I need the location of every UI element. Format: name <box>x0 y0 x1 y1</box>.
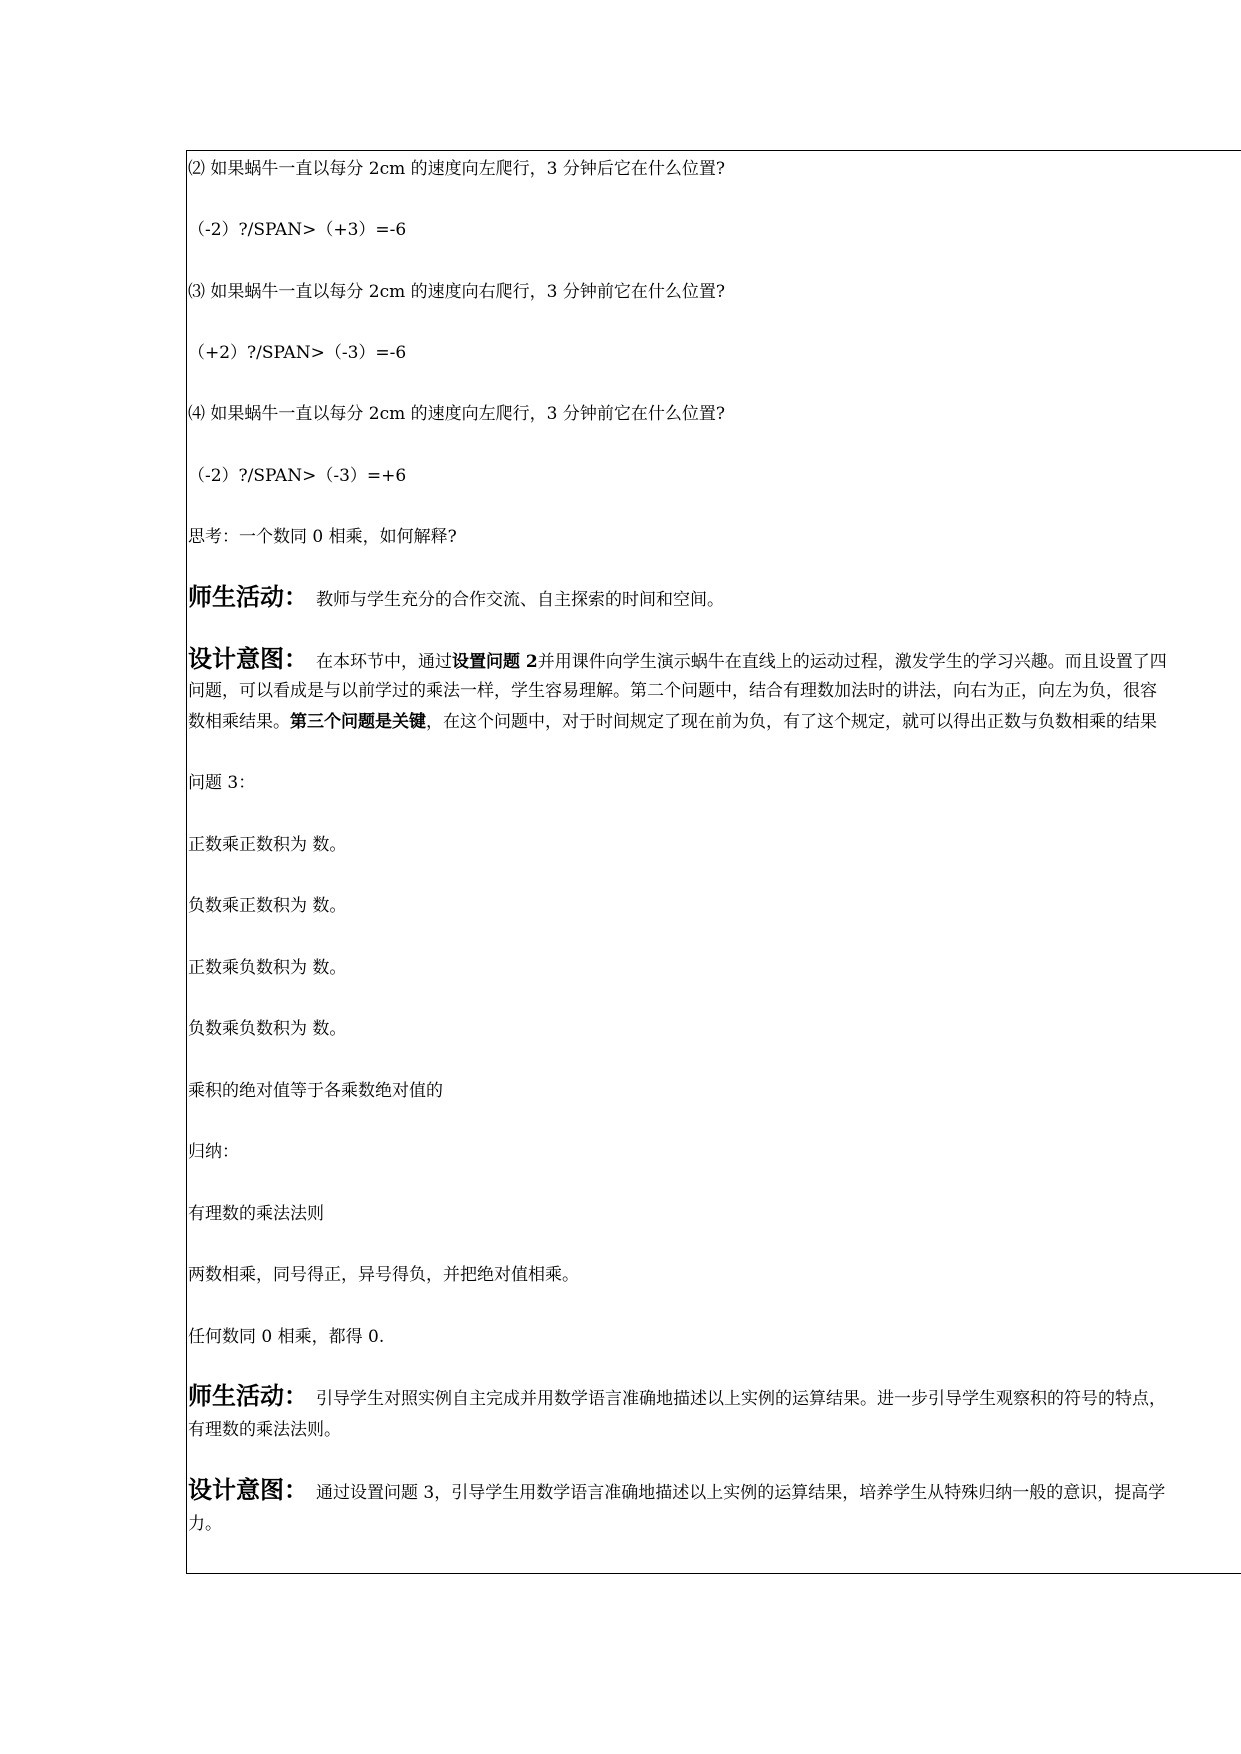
equation-4: （-2）?/SPAN>（-3）=+6 <box>188 466 407 486</box>
rule-1: 两数相乘，同号得正，异号得负，并把绝对值相乘。 <box>188 1265 579 1285</box>
design-2-line-2: 力。 <box>188 1514 222 1534</box>
design-1-line-3 <box>188 711 1157 733</box>
design-1-text-c: 并用课件向学生演示蜗牛在直线上的运动过程，激发学生的学习兴趣。而且设置了四 <box>537 652 1167 672</box>
equation-3: （+2）?/SPAN>（-3）=-6 <box>188 343 407 363</box>
rule-title: 有理数的乘法法则 <box>188 1204 324 1224</box>
activity-1-heading: 师生活动： <box>188 583 308 611</box>
rule-blank-1: 正数乘正数积为 数。 <box>188 835 347 855</box>
activity-1-text: 教师与学生充分的合作交流、自主探索的时间和空间。 <box>316 590 724 610</box>
question-3: ⑶ 如果蜗牛一直以每分 2cm 的速度向右爬行，3 分钟前它在什么位置? <box>188 282 726 302</box>
abs-value-rule: 乘积的绝对值等于各乘数绝对值的 <box>188 1081 443 1101</box>
design-1-heading: 设计意图： <box>188 645 308 673</box>
question-4: ⑷ 如果蜗牛一直以每分 2cm 的速度向左爬行，3 分钟前它在什么位置? <box>188 404 726 424</box>
design-1-line-2: 问题，可以看成是与以前学过的乘法一样，学生容易理解。第二个问题中，结合有理数加法时的讲法，向右为正，向左为负，很容 <box>188 681 1157 701</box>
question-2: ⑵ 如果蜗牛一直以每分 2cm 的速度向左爬行，3 分钟后它在什么位置? <box>188 159 726 179</box>
equation-2: （-2）?/SPAN>（+3）=-6 <box>188 220 407 240</box>
design-1-line-1 <box>188 645 1167 673</box>
think-question: 思考：一个数同 0 相乘，如何解释? <box>188 527 457 547</box>
design-1-line-3-emph: 第三个问题是关键 <box>290 712 426 732</box>
activity-2-heading: 师生活动： <box>188 1382 308 1410</box>
rule-blank-3: 正数乘负数积为 数。 <box>188 958 347 978</box>
activity-2-line-2: 有理数的乘法法则。 <box>188 1420 341 1440</box>
activity-2-text: 引导学生对照实例自主完成并用数学语言准确地描述以上实例的运算结果。进一步引导学生观察积的符号的特点， <box>316 1389 1166 1409</box>
activity-1 <box>188 583 724 611</box>
rule-2: 任何数同 0 相乘，都得 0. <box>188 1327 385 1347</box>
design-2 <box>188 1476 1166 1504</box>
design-2-heading: 设计意图： <box>188 1476 308 1504</box>
design-1-emph: 设置问题 2 <box>452 652 538 672</box>
design-1-text-a: 在本环节中，通过 <box>316 652 452 672</box>
question-3-title: 问题 3： <box>188 773 256 793</box>
activity-2 <box>188 1382 1166 1410</box>
design-2-text: 通过设置问题 3，引导学生用数学语言准确地描述以上实例的运算结果，培养学生从特殊归纳一般的意识，提高学 <box>316 1483 1166 1503</box>
design-1-line-3-a: 数相乘结果。 <box>188 712 290 732</box>
design-1-line-3-c: ，在这个问题中，对于时间规定了现在前为负，有了这个规定，就可以得出正数与负数相乘的结果 <box>426 712 1157 732</box>
summary-label: 归纳： <box>188 1142 239 1162</box>
rule-blank-2: 负数乘正数积为 数。 <box>188 896 347 916</box>
rule-blank-4: 负数乘负数积为 数。 <box>188 1019 347 1039</box>
